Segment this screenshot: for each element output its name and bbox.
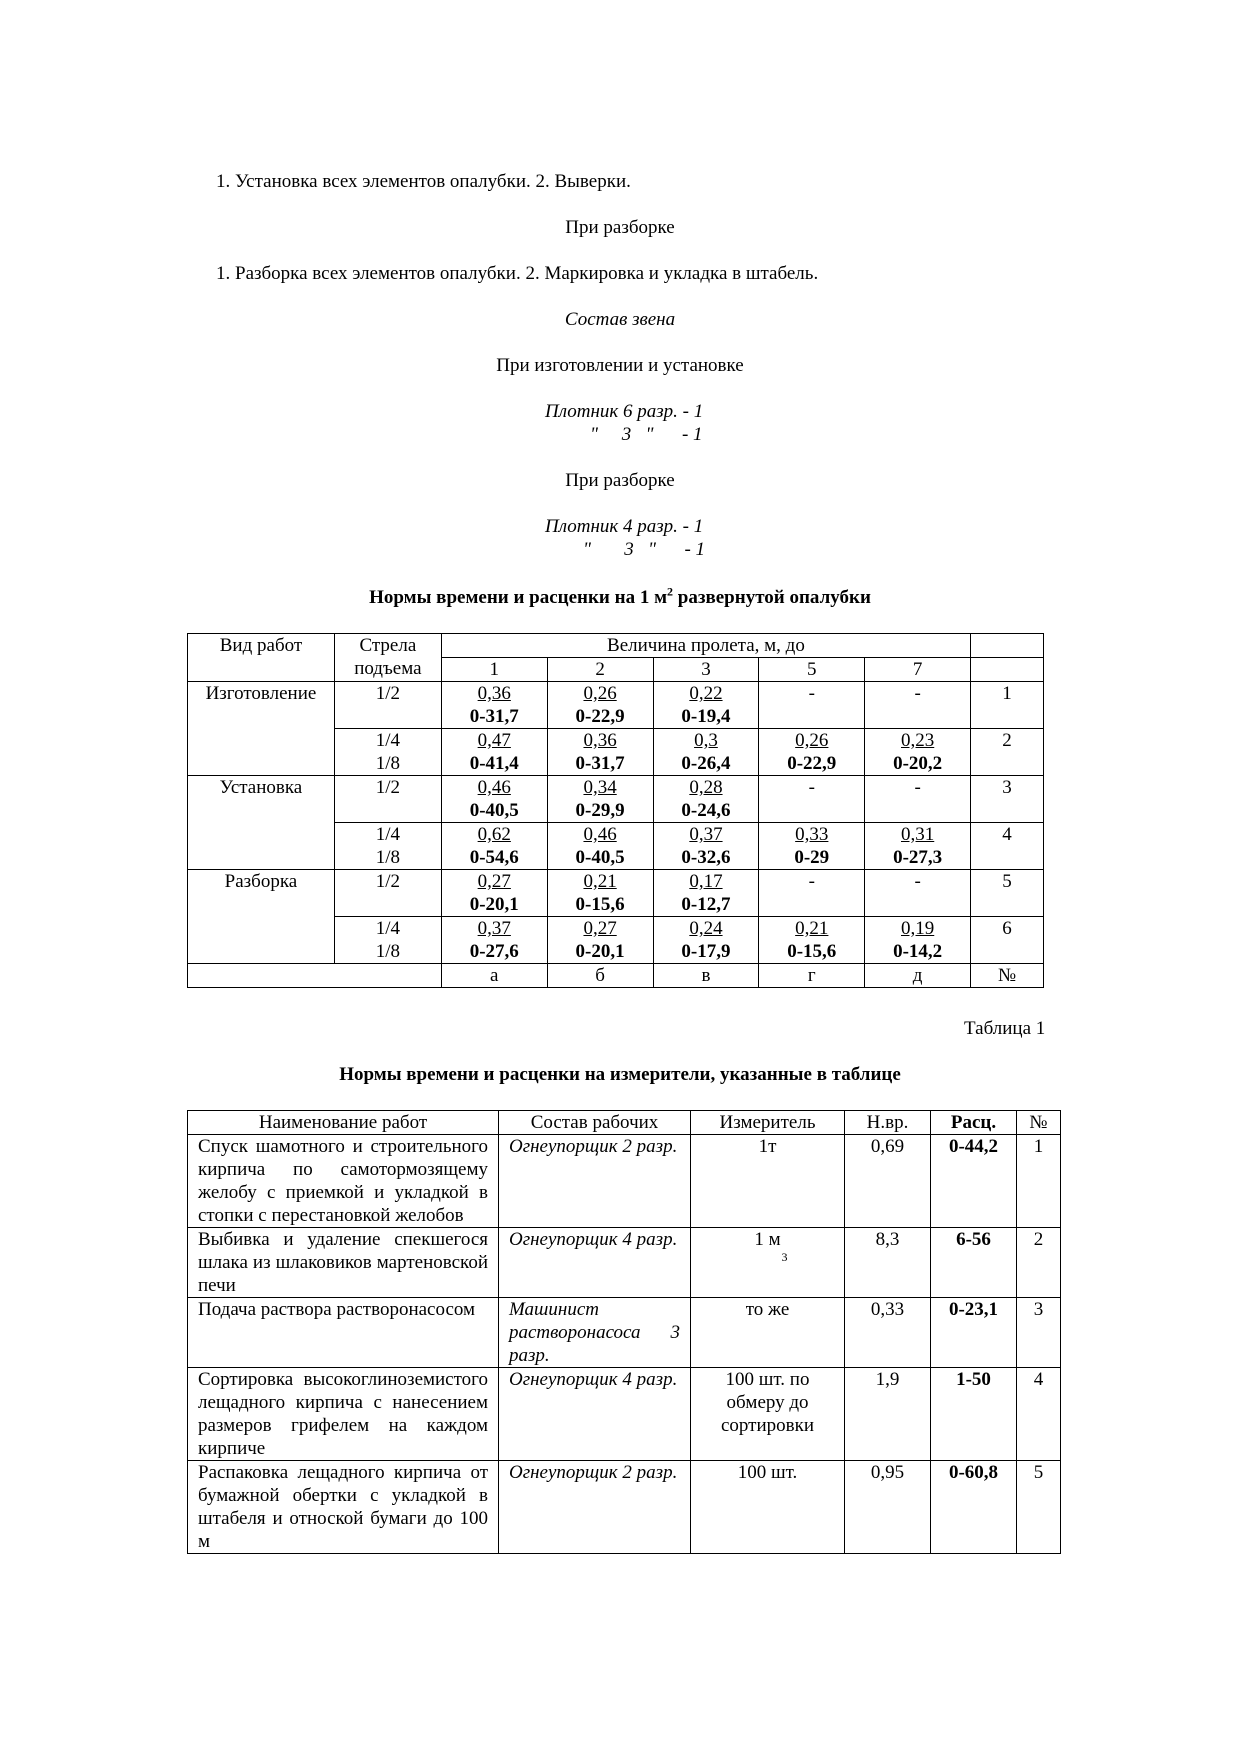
norm-cell: 0,17 0-12,7 (653, 870, 759, 917)
lift-value: 1/4 1/8 (334, 823, 441, 870)
norm-cell: 0,21 0-15,6 (547, 870, 653, 917)
dash-cell: - (759, 682, 865, 729)
crew1-line1: Плотник 6 разр. - 1 (545, 401, 704, 422)
row-number: 5 (1017, 1461, 1061, 1554)
table-row (188, 776, 1044, 823)
norm-cell: 0,47 0-41,4 (441, 729, 547, 776)
nvr: 1,9 (845, 1368, 931, 1461)
intro-step-list: 1. Установка всех элементов опалубки. 2. Выверки. (216, 171, 631, 192)
unit: 100 шт. (691, 1461, 845, 1554)
header-span: Величина пролета, м, до (441, 634, 970, 658)
column-letter: в (653, 964, 759, 988)
row-number: 5 (971, 870, 1044, 917)
work-type: Разборка (188, 870, 335, 964)
norm-cell: 0,46 0-40,5 (441, 776, 547, 823)
row-number: 1 (1017, 1135, 1061, 1228)
row-number: 3 (1017, 1298, 1061, 1368)
unit: то же (691, 1298, 845, 1368)
column-letter: а (441, 964, 547, 988)
crew2-line2: " 3 " - 1 (583, 539, 706, 560)
row-number: 1 (971, 682, 1044, 729)
unit: 1т (691, 1135, 845, 1228)
span-header: 7 (865, 658, 971, 682)
span-header: 1 (441, 658, 547, 682)
norm-cell: 0,46 0-40,5 (547, 823, 653, 870)
dash-cell: - (759, 776, 865, 823)
crew: Огнеупорщик 2 разр. (499, 1135, 691, 1228)
header-empty (971, 658, 1044, 682)
row-number: 6 (971, 917, 1044, 964)
table-label: Таблица 1 (964, 1018, 1046, 1039)
row-number: 4 (1017, 1368, 1061, 1461)
dash-cell: - (865, 682, 971, 729)
norm-cell: 0,31 0-27,3 (865, 823, 971, 870)
row-number: 2 (971, 729, 1044, 776)
norm-cell: 0,27 0-20,1 (441, 870, 547, 917)
header-strela: Стрела подъема (334, 634, 441, 682)
rate: 1-50 (931, 1368, 1017, 1461)
norm-cell: 0,26 0-22,9 (547, 682, 653, 729)
norm-cell: 0,19 0-14,2 (865, 917, 971, 964)
nvr: 0,95 (845, 1461, 931, 1554)
work-name: Распаковка лещадного кирпича от бумажной обертки с укладкой в штабеля и отноской бумаги до 100 м (188, 1461, 499, 1554)
table-row (188, 1228, 1061, 1298)
unit: 100 шт. по обмеру до сортировки (691, 1368, 845, 1461)
column-letter: г (759, 964, 865, 988)
span-header: 3 (653, 658, 759, 682)
norm-cell: 0,21 0-15,6 (759, 917, 865, 964)
table1-title: Нормы времени и расценки на 1 $м^2$ развернутой опалубки (369, 584, 871, 608)
heading-izgotovlenie: При изготовлении и установке (496, 355, 744, 376)
norm-cell: 0,36 0-31,7 (441, 682, 547, 729)
nvr: 0,69 (845, 1135, 931, 1228)
span-header: 5 (759, 658, 865, 682)
table2-title: Нормы времени и расценки на измерители, указанные в таблице (339, 1064, 901, 1085)
norms-table-1 (187, 633, 1044, 988)
heading-razborka-2: При разборке (565, 470, 675, 491)
dash-cell: - (865, 776, 971, 823)
work-name: Подача раствора растворонасосом (188, 1298, 499, 1368)
crew: Огнеупорщик 2 разр. (499, 1461, 691, 1554)
work-name: Спуск шамотного и строительного кирпича по самотормозящему желобу с приемкой и укладкой в стопки с перестановкой желобов (188, 1135, 499, 1228)
norm-cell: 0,37 0-32,6 (653, 823, 759, 870)
empty-cell (188, 964, 442, 988)
header-empty (971, 634, 1044, 658)
work-name: Выбивка и удаление спекшегося шлака из шлаковиков мартеновской печи (188, 1228, 499, 1298)
norm-cell: 0,62 0-54,6 (441, 823, 547, 870)
table-row (188, 682, 1044, 729)
header-vid-rabot: Вид работ (188, 634, 335, 682)
column-letter: б (547, 964, 653, 988)
work-type: Установка (188, 776, 335, 870)
row-number: 3 (971, 776, 1044, 823)
header-crew: Состав рабочих (499, 1111, 691, 1135)
rate: 0-23,1 (931, 1298, 1017, 1368)
razborka-step-list: 1. Разборка всех элементов опалубки. 2. Маркировка и укладка в штабель. (216, 263, 819, 284)
norm-cell: 0,24 0-17,9 (653, 917, 759, 964)
table-header-row (188, 1111, 1061, 1135)
norms-table-2 (187, 1110, 1061, 1554)
rate: 6-56 (931, 1228, 1017, 1298)
norm-cell: 0,33 0-29 (759, 823, 865, 870)
column-letter-row (188, 964, 1044, 988)
norm-cell: 0,26 0-22,9 (759, 729, 865, 776)
heading-razborka: При разборке (565, 217, 675, 238)
rate: 0-60,8 (931, 1461, 1017, 1554)
header-unit: Измеритель (691, 1111, 845, 1135)
unit: 1 м 3 (691, 1228, 845, 1298)
lift-value: 1/2 (334, 870, 441, 917)
norm-cell: 0,23 0-20,2 (865, 729, 971, 776)
crew: Огнеупорщик 4 разр. (499, 1228, 691, 1298)
row-number: 2 (1017, 1228, 1061, 1298)
nvr: 8,3 (845, 1228, 931, 1298)
crew1-line2: " 3 " - 1 (590, 424, 703, 445)
norm-cell: 0,27 0-20,1 (547, 917, 653, 964)
norm-cell: 0,37 0-27,6 (441, 917, 547, 964)
rate: 0-44,2 (931, 1135, 1017, 1228)
row-number: 4 (971, 823, 1044, 870)
dash-cell: - (865, 870, 971, 917)
norm-cell: 0,22 0-19,4 (653, 682, 759, 729)
dash-cell: - (759, 870, 865, 917)
nvr: 0,33 (845, 1298, 931, 1368)
table-row (188, 1461, 1061, 1554)
work-name: Сортировка высокоглиноземистого лещадного кирпича с нанесением размеров грифелем на каждом кирпиче (188, 1368, 499, 1461)
norm-cell: 0,28 0-24,6 (653, 776, 759, 823)
lift-value: 1/2 (334, 776, 441, 823)
norm-cell: 0,34 0-29,9 (547, 776, 653, 823)
lift-value: 1/4 1/8 (334, 729, 441, 776)
table-row (188, 1298, 1061, 1368)
table-row (188, 1368, 1061, 1461)
crew2-line1: Плотник 4 разр. - 1 (545, 516, 704, 537)
crew: Машинист растворонасоса 3 разр. (499, 1298, 691, 1368)
work-type: Изготовление (188, 682, 335, 776)
header-nvr: Н.вр. (845, 1111, 931, 1135)
header-num: № (1017, 1111, 1061, 1135)
norm-cell: 0,3 0-26,4 (653, 729, 759, 776)
header-name: Наименование работ (188, 1111, 499, 1135)
header-rate: Расц. (931, 1111, 1017, 1135)
table-row (188, 870, 1044, 917)
column-letter: д (865, 964, 971, 988)
column-letter: № (971, 964, 1044, 988)
table-row (188, 1135, 1061, 1228)
norm-cell: 0,36 0-31,7 (547, 729, 653, 776)
crew: Огнеупорщик 4 разр. (499, 1368, 691, 1461)
lift-value: 1/2 (334, 682, 441, 729)
lift-value: 1/4 1/8 (334, 917, 441, 964)
heading-sostav: Состав звена (564, 309, 676, 330)
span-header: 2 (547, 658, 653, 682)
